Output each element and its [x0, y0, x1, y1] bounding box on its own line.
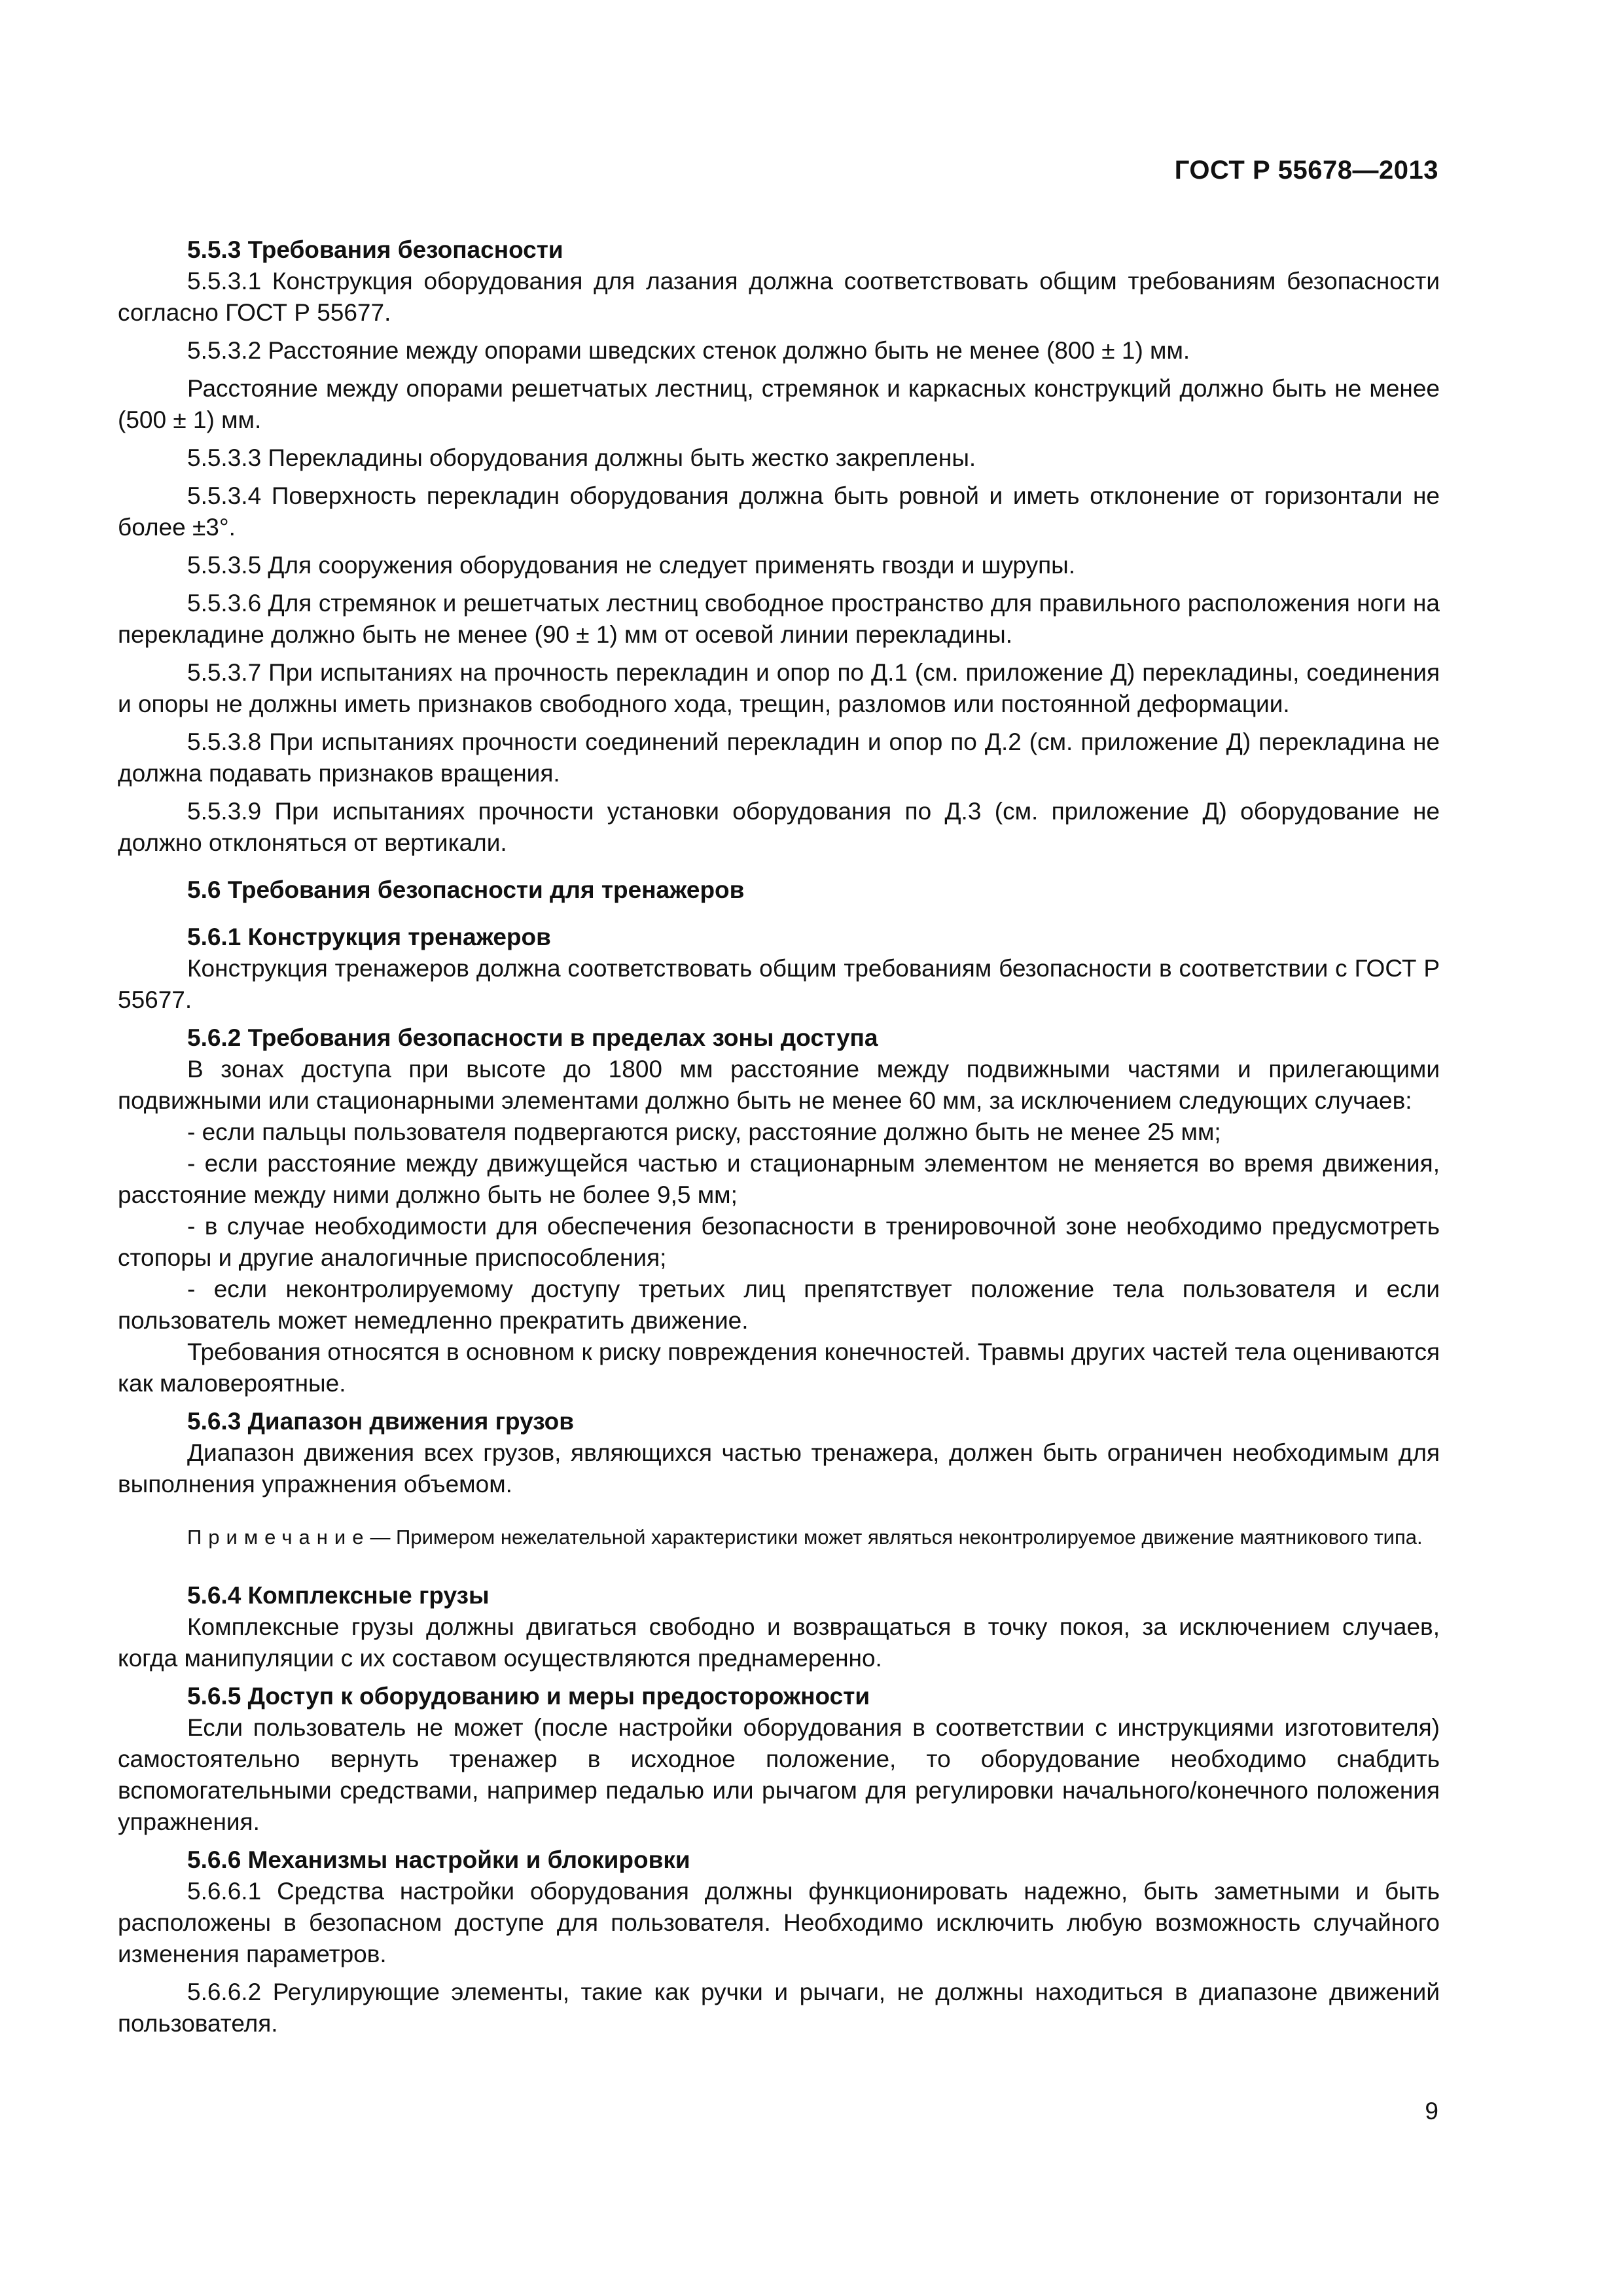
paragraph-5-6-2-intro: В зонах доступа при высоте до 1800 мм расстояние между подвижными частями и прилегающими подвижными или стационарными элементами должно быть не менее 60 мм, за исключением следующих случаев:: [118, 1056, 1440, 1114]
paragraph-5-5-3-4: 5.5.3.4 Поверхность перекладин оборудования должна быть ровной и иметь отклонение от горизонтали не более ±3°.: [118, 482, 1440, 541]
paragraph-5-5-3-2-continued: Расстояние между опорами решетчатых лестниц, стремянок и каркасных конструкций должно быть не менее (500 ± 1) мм.: [118, 375, 1440, 433]
paragraph-5-5-3-8: 5.5.3.8 При испытаниях прочности соединений перекладин и опор по Д.2 (см. приложение Д) перекладина не должна подавать признаков вращения.: [118, 728, 1440, 787]
document-header: ГОСТ Р 55678—2013: [1174, 156, 1438, 185]
paragraph-5-5-3-3: 5.5.3.3 Перекладины оборудования должны быть жестко закреплены.: [187, 444, 976, 471]
list-item: - если неконтролируемому доступу третьих лиц препятствует положение тела пользователя и если пользователь может немедленно прекратить движение.: [118, 1276, 1440, 1334]
section-heading-5-6-3: 5.6.3 Диапазон движения грузов: [187, 1408, 575, 1435]
section-heading-5-6-2: 5.6.2 Требования безопасности в пределах зоны доступа: [187, 1024, 878, 1051]
paragraph-5-6-5: Если пользователь не может (после настройки оборудования в соответствии с инструкциями изготовителя) самостоятельно вернуть тренажер в исходное положение, то оборудование необходимо снабдить вспомогательными средствами, например педалью или рычагом для регулировки начального/конечного положения упражнения.: [118, 1714, 1440, 1835]
paragraph-5-6-3: Диапазон движения всех грузов, являющихся частью тренажера, должен быть ограничен необходимым для выполнения упражнения объемом.: [118, 1439, 1440, 1498]
list-item: - если расстояние между движущейся частью и стационарным элементом не меняется во время движения, расстояние между ними должно быть не более 9,5 мм;: [118, 1150, 1440, 1208]
note-label: Примечание: [187, 1526, 370, 1549]
paragraph-5-6-1: Конструкция тренажеров должна соответствовать общим требованиям безопасности в соответствии с ГОСТ Р 55677.: [118, 955, 1440, 1013]
paragraph-5-6-2-conclusion: Требования относятся в основном к риску повреждения конечностей. Травмы других частей тела оцениваются как маловероятные.: [118, 1338, 1440, 1397]
paragraph-5-5-3-5: 5.5.3.5 Для сооружения оборудования не следует применять гвозди и шурупы.: [187, 552, 1076, 579]
section-heading-5-6-1: 5.6.1 Конструкция тренажеров: [187, 924, 551, 950]
section-heading-5-6-5: 5.6.5 Доступ к оборудованию и меры предосторожности: [187, 1683, 870, 1710]
note: [118, 1524, 1440, 1551]
paragraph-5-6-4: Комплексные грузы должны двигаться свободно и возвращаться в точку покоя, за исключением случаев, когда манипуляции с их составом осуществляются преднамеренно.: [118, 1613, 1440, 1672]
page-number: 9: [1425, 2098, 1438, 2125]
list-item: - в случае необходимости для обеспечения безопасности в тренировочной зоне необходимо предусмотреть стопоры и другие аналогичные приспособления;: [118, 1213, 1440, 1271]
paragraph-5-5-3-2: 5.5.3.2 Расстояние между опорами шведских стенок должно быть не менее (800 ± 1) мм.: [187, 337, 1190, 364]
note-text: — Примером нежелательной характеристики может являться неконтролируемое движение маятникового типа.: [370, 1526, 1423, 1549]
section-heading-5-6: 5.6 Требования безопасности для тренажеров: [187, 876, 745, 903]
paragraph-5-5-3-9: 5.5.3.9 При испытаниях прочности установки оборудования по Д.3 (см. приложение Д) оборудование не должно отклоняться от вертикали.: [118, 798, 1440, 856]
paragraph-5-5-3-6: 5.5.3.6 Для стремянок и решетчатых лестниц свободное пространство для правильного расположения ноги на перекладине должно быть не менее (90 ± 1) мм от осевой линии перекладины.: [118, 590, 1440, 648]
document-body: [118, 234, 1440, 2039]
section-heading-5-6-4: 5.6.4 Комплексные грузы: [187, 1582, 490, 1609]
paragraph-5-6-6-1: 5.6.6.1 Средства настройки оборудования должны функционировать надежно, быть заметными и быть расположены в безопасном доступе для пользователя. Необходимо исключить любую возможность случайного изменения параметров.: [118, 1878, 1440, 1967]
section-heading-5-6-6: 5.6.6 Механизмы настройки и блокировки: [187, 1846, 690, 1873]
list-item: - если пальцы пользователя подвергаются риску, расстояние должно быть не менее 25 мм;: [187, 1119, 1221, 1145]
paragraph-5-5-3-1: 5.5.3.1 Конструкция оборудования для лазания должна соответствовать общим требованиям безопасности согласно ГОСТ Р 55677.: [118, 268, 1440, 326]
paragraph-5-5-3-7: 5.5.3.7 При испытаниях на прочность перекладин и опор по Д.1 (см. приложение Д) перекладины, соединения и опоры не должны иметь признаков свободного хода, трещин, разломов или постоянной деформации.: [118, 659, 1440, 717]
section-heading-5-5-3: 5.5.3 Требования безопасности: [187, 236, 563, 263]
paragraph-5-6-6-2: 5.6.6.2 Регулирующие элементы, такие как ручки и рычаги, не должны находиться в диапазоне движений пользователя.: [118, 1979, 1440, 2037]
